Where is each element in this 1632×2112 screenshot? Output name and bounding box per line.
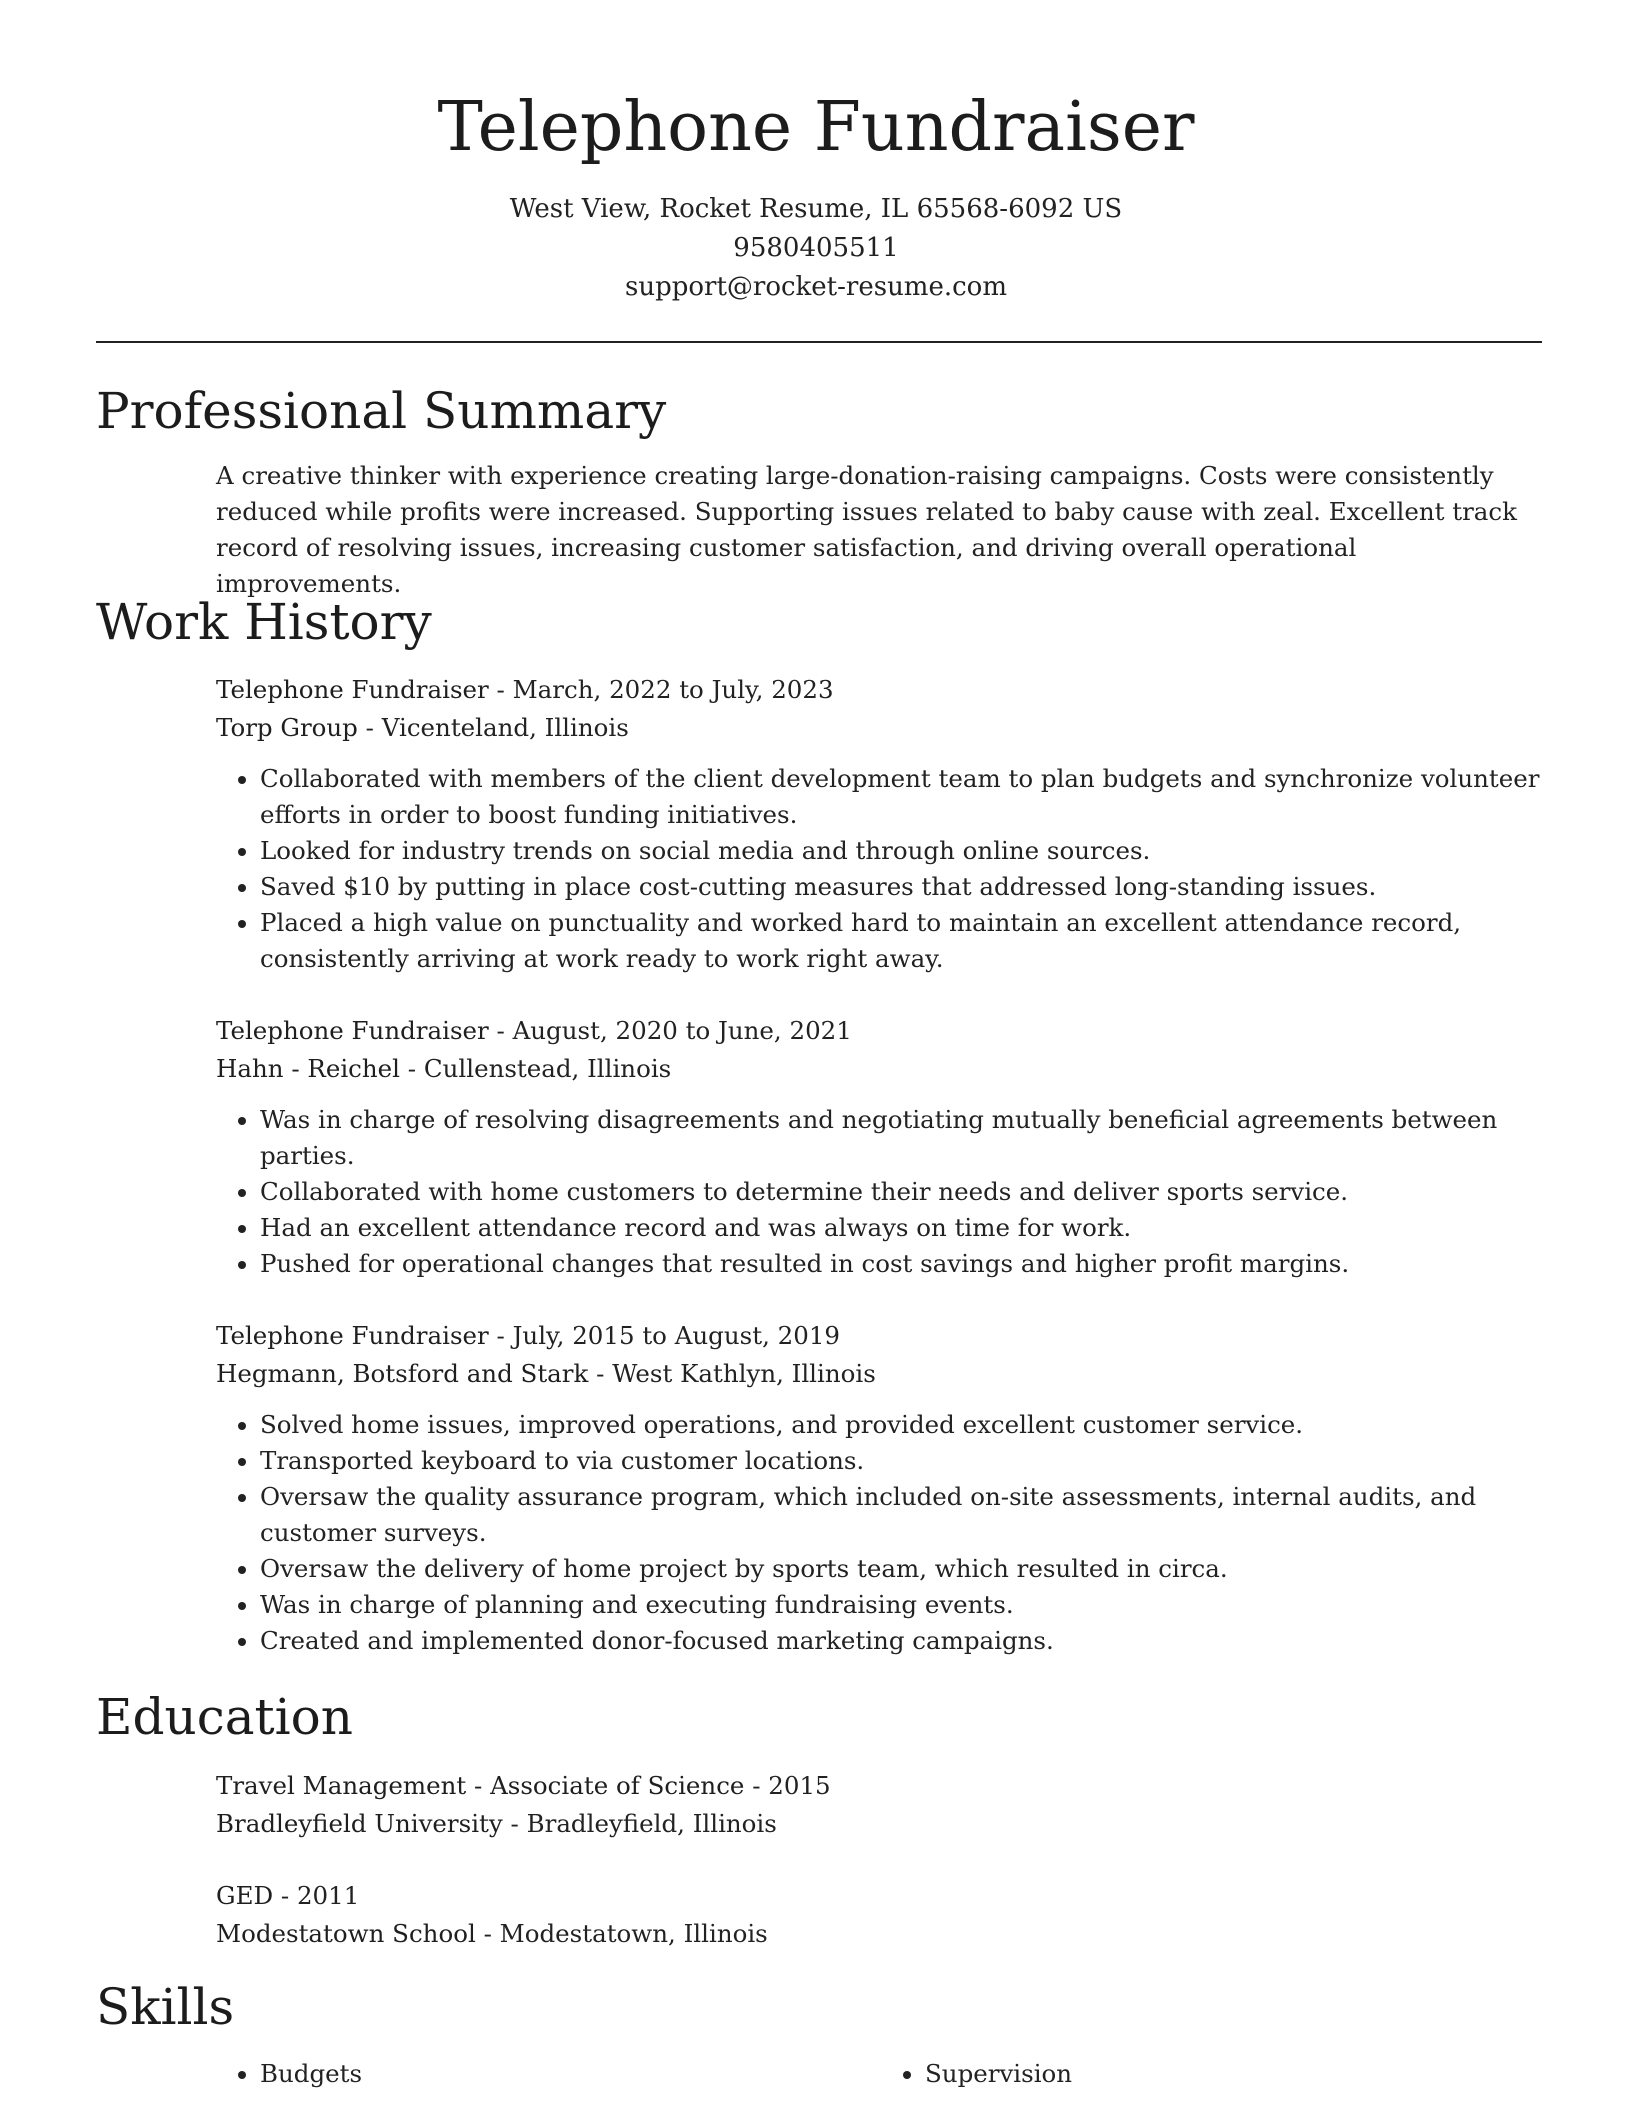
email: support@rocket-resume.com: [624, 272, 1007, 302]
job-company: Hegmann, Botsford and Stark: [216, 1359, 589, 1388]
list-item: • Solved home issues, improved operations, and provided excellent customer service.: [260, 1407, 1546, 1443]
education-school-line: [216, 1805, 1546, 1843]
degree: Travel Management - Associate of Science: [216, 1771, 745, 1800]
job-company-line: [216, 1050, 1546, 1088]
list-item: • Looked for industry trends on social media and through online sources.: [260, 833, 1546, 869]
skills-column: [216, 2056, 881, 2092]
job-heading: [216, 1317, 1546, 1355]
list-item: • Pushed for operational changes that resulted in cost savings and higher profit margins.: [260, 1246, 1546, 1282]
list-item: • Placed a high value on punctuality and worked hard to maintain an excellent attendance record, consistently arriving at work ready to work right away.: [260, 905, 1546, 977]
graduation-year: - 2015: [744, 1771, 831, 1800]
section-title-education: Education: [96, 1688, 353, 1746]
list-item: • Was in charge of resolving disagreements and negotiating mutually beneficial agreements between parties.: [260, 1102, 1546, 1174]
job-heading: [216, 1012, 1546, 1050]
school: Bradleyfield University: [216, 1809, 503, 1838]
list-item: • Transported keyboard to via customer locations.: [260, 1443, 1546, 1479]
job-dates: - August, 2020 to June, 2021: [488, 1016, 852, 1045]
job-entry: [216, 1012, 1546, 1282]
job-company: Torp Group: [216, 713, 358, 742]
header-divider: [96, 341, 1542, 343]
job-entry: [216, 671, 1546, 977]
school-location: - Bradleyfield, Illinois: [502, 1809, 777, 1838]
skills-list: [216, 2056, 1546, 2092]
list-item: • Oversaw the delivery of home project by sports team, which resulted in circa.: [260, 1551, 1546, 1587]
graduation-year: - 2011: [273, 1881, 360, 1910]
school-location: - Modestatown, Illinois: [475, 1919, 768, 1948]
job-bullets: [216, 1407, 1546, 1659]
job-location: - Cullenstead, Illinois: [400, 1054, 672, 1083]
job-bullets: [216, 1102, 1546, 1282]
list-item: • Collaborated with members of the client development team to plan budgets and synchronize volunteer efforts in order to boost funding initiatives.: [260, 761, 1546, 833]
education-school-line: [216, 1915, 1546, 1953]
address: West View, Rocket Resume, IL 65568-6092 US: [509, 194, 1123, 224]
education-entry: [216, 1767, 1546, 1843]
list-item: • Was in charge of planning and executing fundraising events.: [260, 1587, 1546, 1623]
skill-item: • Budgets: [260, 2056, 881, 2092]
list-item: • Saved $10 by putting in place cost-cutting measures that addressed long-standing issues.: [260, 869, 1546, 905]
job-location: - West Kathlyn, Illinois: [588, 1359, 876, 1388]
list-item: • Collaborated with home customers to determine their needs and deliver sports service.: [260, 1174, 1546, 1210]
job-role: Telephone Fundraiser: [216, 1016, 489, 1045]
job-company-line: [216, 1355, 1546, 1393]
education-heading: [216, 1767, 1546, 1805]
list-item: • Had an excellent attendance record and was always on time for work.: [260, 1210, 1546, 1246]
job-entry: [216, 1317, 1546, 1659]
job-company: Hahn - Reichel: [216, 1054, 401, 1083]
job-heading: [216, 671, 1546, 709]
degree: GED: [216, 1881, 274, 1910]
list-item: • Oversaw the quality assurance program, which included on-site assessments, internal audits, and customer surveys.: [260, 1479, 1546, 1551]
skill-item: • Supervision: [925, 2056, 1546, 2092]
job-company-line: [216, 709, 1546, 747]
education-entry: [216, 1877, 1546, 1953]
job-bullets: [216, 761, 1546, 977]
job-dates: - July, 2015 to August, 2019: [488, 1321, 840, 1350]
phone: 9580405511: [733, 233, 899, 263]
education-heading: [216, 1877, 1546, 1915]
skills-column: [881, 2056, 1546, 2092]
candidate-name: Telephone Fundraiser: [437, 88, 1195, 167]
section-title-skills: Skills: [96, 1978, 235, 2036]
job-role: Telephone Fundraiser: [216, 1321, 489, 1350]
job-role: Telephone Fundraiser: [216, 675, 489, 704]
school: Modestatown School: [216, 1919, 476, 1948]
summary-text: A creative thinker with experience creating large-donation-raising campaigns. Costs were consistently reduced while profits were increased. Supporting issues related to baby cause with zeal. Excellent track record of resolving issues, increasing customer satisfaction, and driving overall operational improvements.: [216, 461, 1517, 598]
resume-header: [0, 80, 1632, 307]
section-title-work: Work History: [96, 593, 432, 651]
section-title-summary: Professional Summary: [96, 382, 667, 440]
job-location: - Vicenteland, Illinois: [357, 713, 629, 742]
summary-section: [216, 458, 1546, 602]
contact-info: [0, 190, 1632, 307]
job-dates: - March, 2022 to July, 2023: [488, 675, 834, 704]
list-item: • Created and implemented donor-focused marketing campaigns.: [260, 1623, 1546, 1659]
